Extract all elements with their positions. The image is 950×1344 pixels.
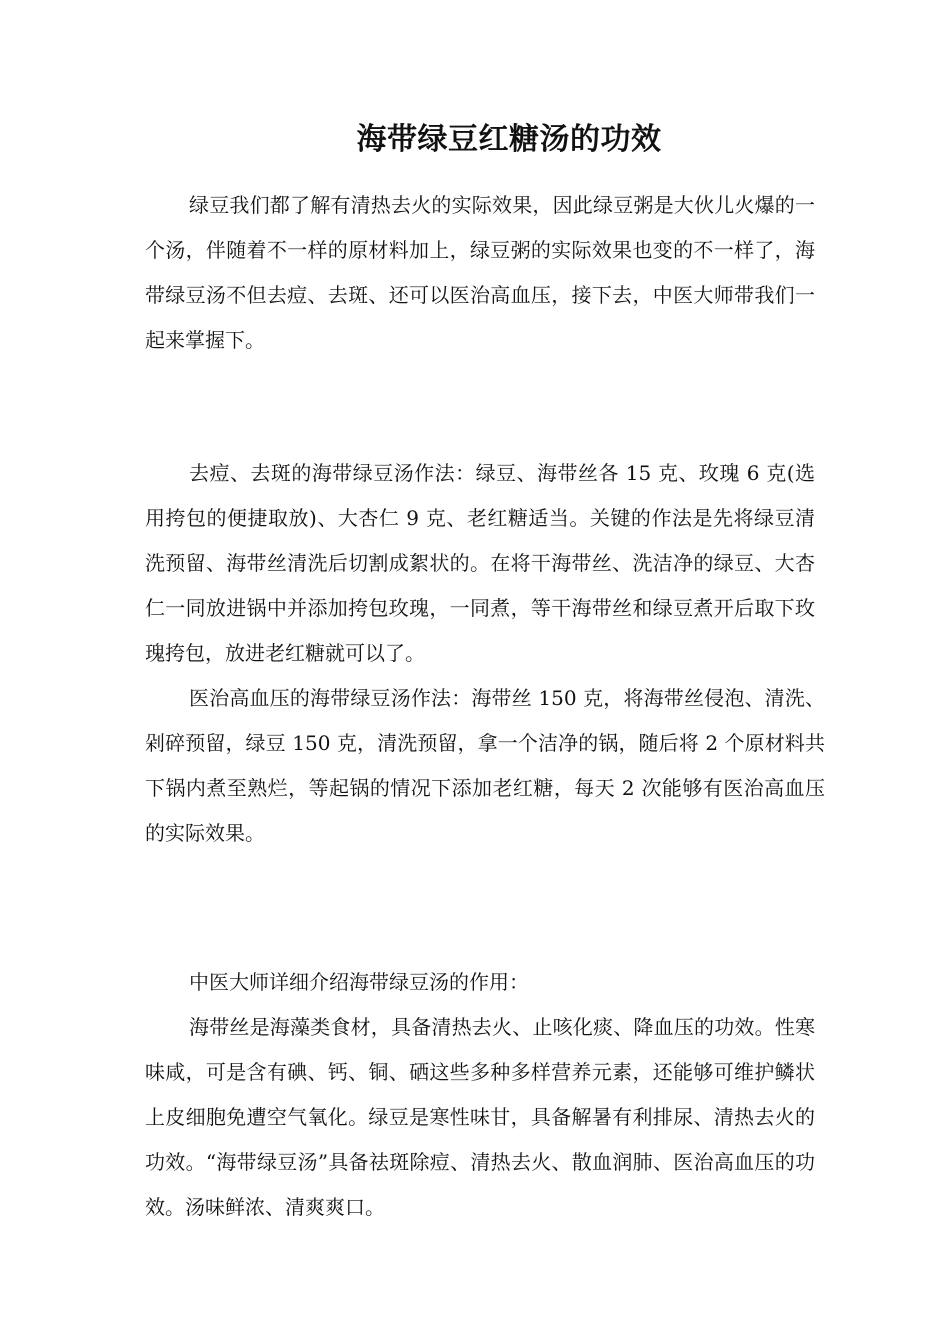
- paragraph-blood-pressure-recipe: 医治高血压的海带绿豆汤作法：海带丝 150 克，将海带丝侵泡、清洗、剁碎预留，绿豆 150 克，清洗预留，拿一个洁净的锅，随后将 2 个原材料共下锅内煮至熟烂，等起锅的情况下添加老红糖，每天 2 次能够有医治高血压的实际效果。: [145, 686, 825, 845]
- document-title: 海带绿豆红糖汤的功效: [356, 122, 662, 157]
- paragraph-effects-heading: 中医大师详细介绍海带绿豆汤的作用：: [189, 970, 529, 994]
- paragraph-effects-detail: 海带丝是海藻类食材，具备清热去火、止咳化痰、降血压的功效。性寒味咸，可是含有碘、钙、铜、硒这些多种多样营养元素，还能够可维护鳞状上皮细胞免遭空气氧化。绿豆是寒性味甘，具备解暑有利排尿、清热去火的功效。“海带绿豆汤”具备祛斑除痘、清热去火、散血润肺、医治高血压的功效。汤味鲜浓、清爽爽口。: [145, 1015, 815, 1219]
- paragraph-acne-recipe: 去痘、去斑的海带绿豆汤作法：绿豆、海带丝各 15 克、玫瑰 6 克(选用挎包的便捷取放)、大杏仁 9 克、老红糖适当。关键的作法是先将绿豆清洗预留、海带丝清洗后切割成絮状的。在将干海带丝、洗洁净的绿豆、大杏仁一同放进锅中并添加挎包玫瑰，一同煮，等干海带丝和绿豆煮开后取下玫瑰挎包，放进老红糖就可以了。: [145, 461, 815, 665]
- paragraph-intro: 绿豆我们都了解有清热去火的实际效果，因此绿豆粥是大伙儿火爆的一个汤，伴随着不一样的原材料加上，绿豆粥的实际效果也变的不一样了，海带绿豆汤不但去痘、去斑、还可以医治高血压，接下去，中医大师带我们一起来掌握下。: [145, 193, 815, 352]
